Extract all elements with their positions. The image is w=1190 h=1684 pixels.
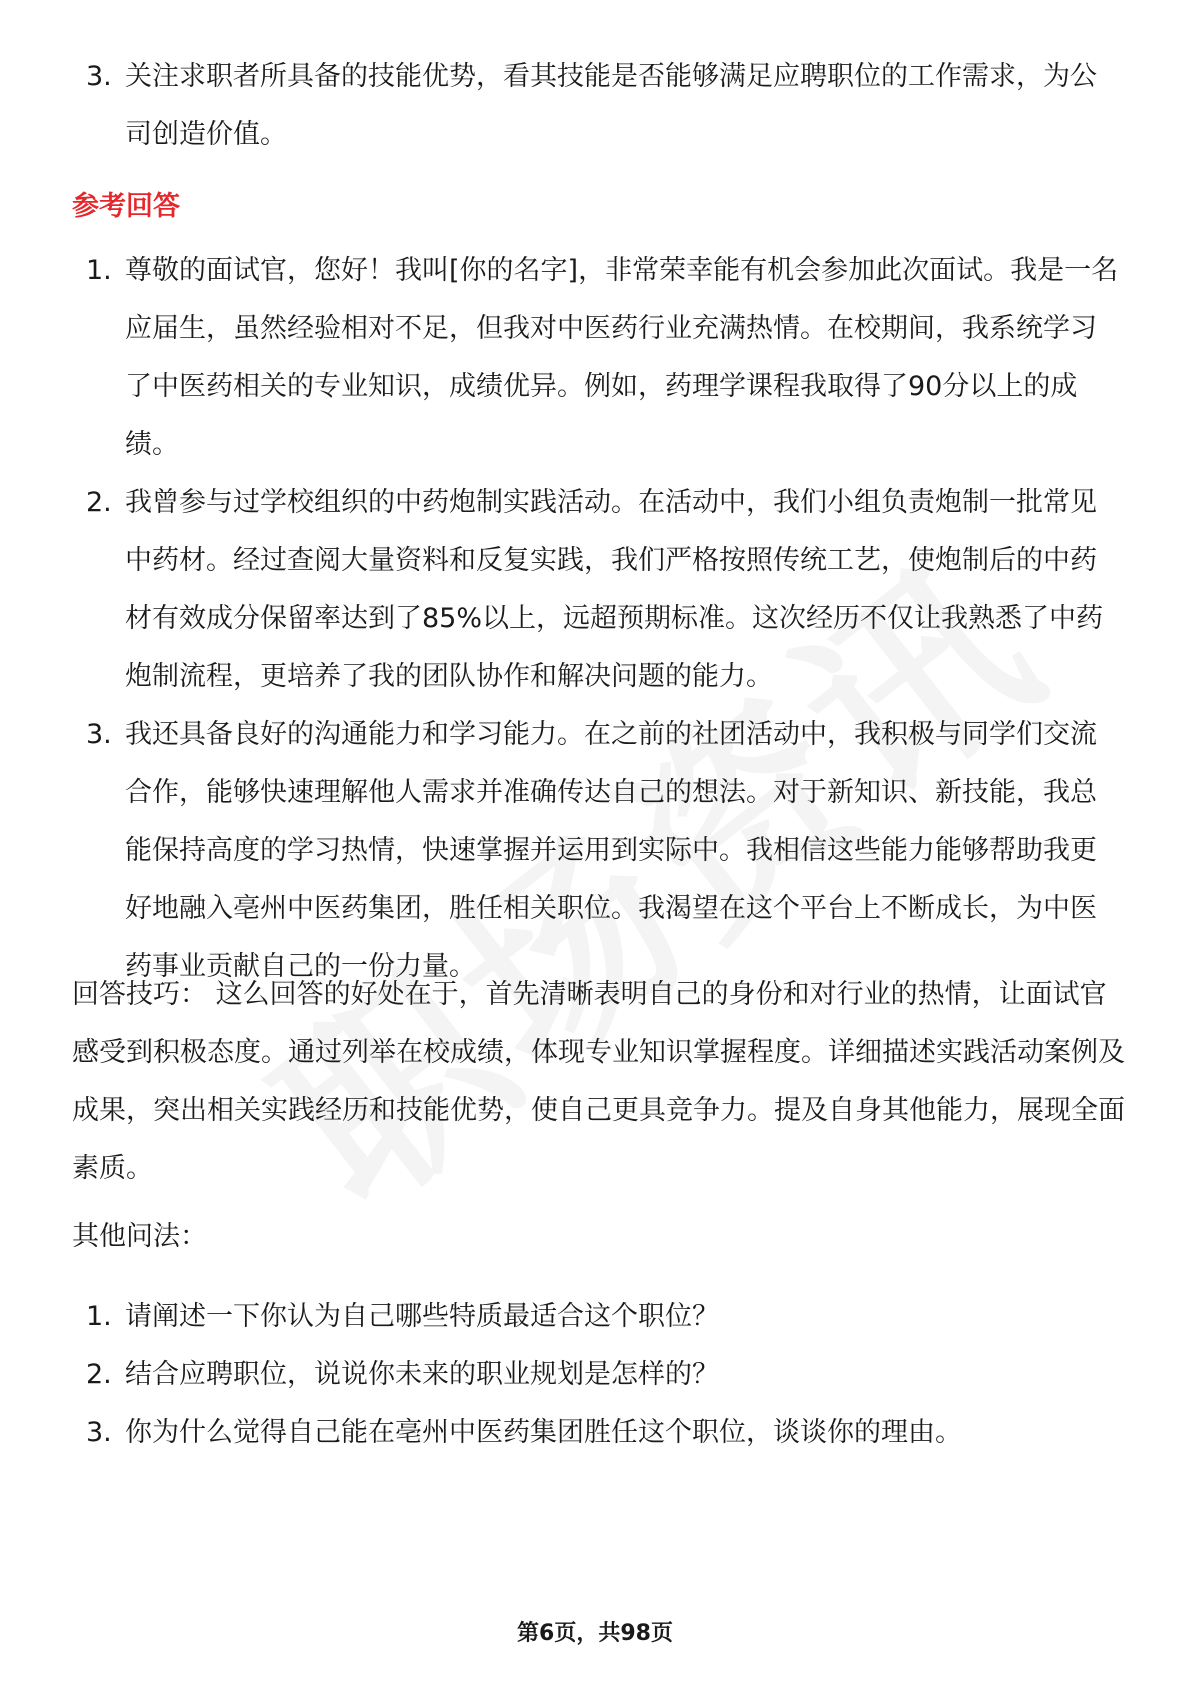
list-item [82, 706, 1122, 996]
list-number: 3. [86, 1417, 112, 1448]
list-text: 你为什么觉得自己能在亳州中医药集团胜任这个职位，谈谈你的理由。 [125, 1417, 962, 1448]
list-text: 结合应聘职位，说说你未来的职业规划是怎样的？ [125, 1359, 719, 1390]
other-questions-list [82, 1288, 1122, 1462]
criteria-list [82, 48, 1122, 164]
list-text: 关注求职者所具备的技能优势，看其技能是否能够满足应聘职位的工作需求，为公司创造价值。 [125, 61, 1097, 150]
list-number: 2. [86, 487, 112, 518]
list-item [82, 1288, 1122, 1346]
list-number: 3. [86, 61, 112, 92]
list-text: 我还具备良好的沟通能力和学习能力。在之前的社团活动中，我积极与同学们交流合作，能够快速理解他人需求并准确传达自己的想法。对于新知识、新技能，我总能保持高度的学习热情，快速掌握并运用到实际中。我相信这些能力能够帮助我更好地融入亳州中医药集团，胜任相关职位。我渴望在这个平台上不断成长，为中医药事业贡献自己的一份力量。 [125, 719, 1097, 982]
list-number: 3. [86, 719, 112, 750]
reference-answer-list [82, 242, 1122, 996]
list-text: 我曾参与过学校组织的中药炮制实践活动。在活动中，我们小组负责炮制一批常见中药材。经过查阅大量资料和反复实践，我们严格按照传统工艺，使炮制后的中药材有效成分保留率达到了85%以上，远超预期标准。这次经历不仅让我熟悉了中药炮制流程，更培养了我的团队协作和解决问题的能力。 [125, 487, 1104, 692]
list-item [82, 242, 1122, 474]
list-item [82, 1346, 1122, 1404]
list-text: 尊敬的面试官，您好！我叫[你的名字]，非常荣幸能有机会参加此次面试。我是一名应届生，虽然经验相对不足，但我对中医药行业充满热情。在校期间，我系统学习了中医药相关的专业知识，成绩优异。例如，药理学课程我取得了90分以上的成绩。 [125, 255, 1119, 460]
list-number: 1. [86, 255, 112, 286]
list-number: 1. [86, 1301, 112, 1332]
answer-tips-paragraph: 回答技巧： 这么回答的好处在于，首先清晰表明自己的身份和对行业的热情，让面试官感受到积极态度。通过列举在校成绩，体现专业知识掌握程度。详细描述实践活动案例及成果，突出相关实践经历和技能优势，使自己更具竞争力。提及自身其他能力，展现全面素质。 [72, 979, 1125, 1184]
other-questions-heading: 其他问法： [72, 1221, 207, 1252]
list-text: 请阐述一下你认为自己哪些特质最适合这个职位？ [125, 1301, 719, 1332]
section-heading-reference: 参考回答 [72, 191, 180, 222]
list-number: 2. [86, 1359, 112, 1390]
page-number-footer: 第6页，共98页 [517, 1621, 673, 1646]
list-item [82, 474, 1122, 706]
list-item [82, 1404, 1122, 1462]
list-item [82, 48, 1122, 164]
